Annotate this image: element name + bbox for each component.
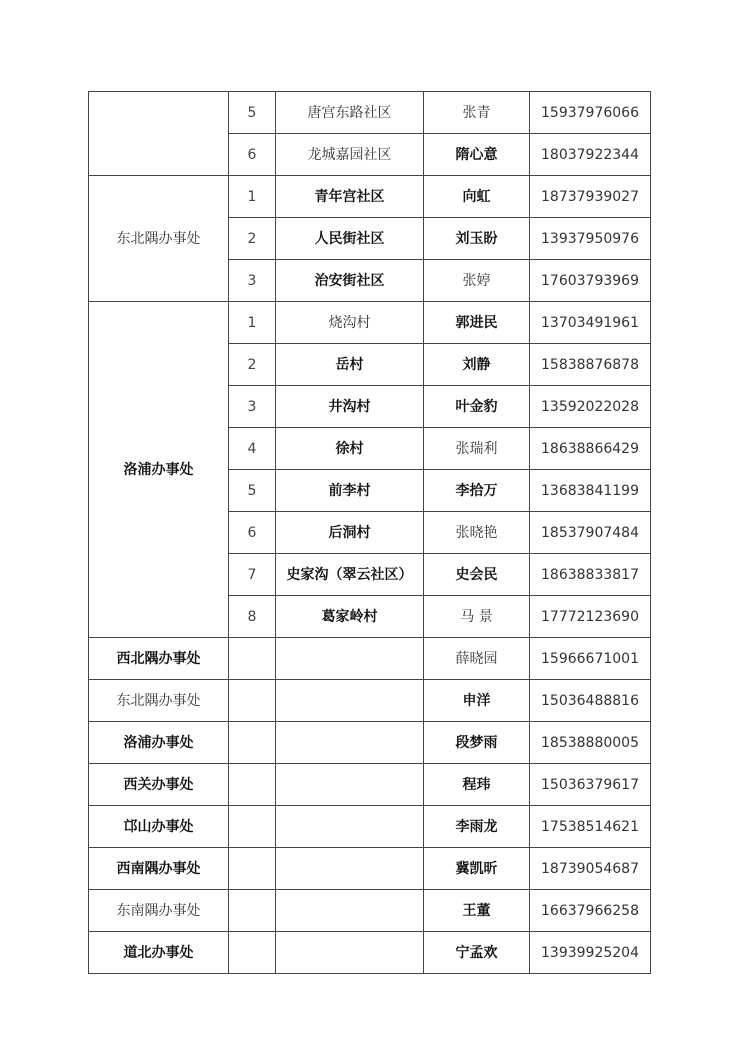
number-cell: 6: [229, 134, 276, 176]
community-cell: 后洞村: [276, 512, 424, 554]
phone-cell: 17603793969: [530, 260, 651, 302]
contact-table: [88, 91, 651, 974]
table-row: [89, 764, 651, 806]
community-cell: [276, 932, 424, 974]
phone-cell: 13592022028: [530, 386, 651, 428]
table-row: [89, 890, 651, 932]
community-cell: 唐宫东路社区: [276, 92, 424, 134]
contact-cell: 叶金豹: [424, 386, 530, 428]
contact-cell: 刘玉盼: [424, 218, 530, 260]
number-cell: [229, 890, 276, 932]
contact-cell: 马 景: [424, 596, 530, 638]
contact-cell: 向虹: [424, 176, 530, 218]
community-cell: 人民街社区: [276, 218, 424, 260]
table-row: [89, 176, 651, 218]
office-cell: 道北办事处: [89, 932, 229, 974]
community-cell: [276, 638, 424, 680]
contact-cell: 宁孟欢: [424, 932, 530, 974]
contact-cell: 薛晓园: [424, 638, 530, 680]
community-cell: [276, 848, 424, 890]
community-cell: [276, 722, 424, 764]
contact-cell: 隋心意: [424, 134, 530, 176]
phone-cell: 15036379617: [530, 764, 651, 806]
number-cell: 3: [229, 386, 276, 428]
table-row: [89, 806, 651, 848]
number-cell: 7: [229, 554, 276, 596]
number-cell: [229, 806, 276, 848]
office-cell: 东南隅办事处: [89, 890, 229, 932]
community-cell: 龙城嘉园社区: [276, 134, 424, 176]
community-cell: 史家沟（翠云社区）: [276, 554, 424, 596]
phone-cell: 18037922344: [530, 134, 651, 176]
phone-cell: 17772123690: [530, 596, 651, 638]
number-cell: 2: [229, 218, 276, 260]
table-row: [89, 302, 651, 344]
community-cell: 葛家岭村: [276, 596, 424, 638]
number-cell: [229, 848, 276, 890]
contact-cell: 刘静: [424, 344, 530, 386]
phone-cell: 13937950976: [530, 218, 651, 260]
community-cell: 徐村: [276, 428, 424, 470]
community-cell: 岳村: [276, 344, 424, 386]
phone-cell: 13703491961: [530, 302, 651, 344]
community-cell: [276, 764, 424, 806]
contact-cell: 李拾万: [424, 470, 530, 512]
community-cell: [276, 890, 424, 932]
contact-cell: 段梦雨: [424, 722, 530, 764]
number-cell: [229, 764, 276, 806]
contact-cell: 张婷: [424, 260, 530, 302]
community-cell: [276, 680, 424, 722]
phone-cell: 18739054687: [530, 848, 651, 890]
phone-cell: 18537907484: [530, 512, 651, 554]
office-cell: 东北隅办事处: [89, 176, 229, 302]
contact-cell: 王董: [424, 890, 530, 932]
number-cell: 5: [229, 92, 276, 134]
community-cell: 烧沟村: [276, 302, 424, 344]
community-cell: [276, 806, 424, 848]
number-cell: 2: [229, 344, 276, 386]
office-cell: 东北隅办事处: [89, 680, 229, 722]
number-cell: [229, 638, 276, 680]
phone-cell: 15838876878: [530, 344, 651, 386]
contact-cell: 张晓艳: [424, 512, 530, 554]
phone-cell: 18538880005: [530, 722, 651, 764]
contact-cell: 郭进民: [424, 302, 530, 344]
contact-cell: 张瑞利: [424, 428, 530, 470]
office-cell: 邙山办事处: [89, 806, 229, 848]
table-row: [89, 638, 651, 680]
table-row: [89, 848, 651, 890]
contact-cell: 史会民: [424, 554, 530, 596]
contact-cell: 程玮: [424, 764, 530, 806]
phone-cell: 17538514621: [530, 806, 651, 848]
office-cell: 洛浦办事处: [89, 722, 229, 764]
number-cell: 3: [229, 260, 276, 302]
number-cell: 5: [229, 470, 276, 512]
number-cell: 4: [229, 428, 276, 470]
number-cell: 1: [229, 176, 276, 218]
table-row: [89, 92, 651, 134]
number-cell: [229, 722, 276, 764]
office-cell: 西北隅办事处: [89, 638, 229, 680]
number-cell: 8: [229, 596, 276, 638]
number-cell: [229, 680, 276, 722]
office-cell: [89, 92, 229, 176]
phone-cell: 15966671001: [530, 638, 651, 680]
office-cell: 西南隅办事处: [89, 848, 229, 890]
phone-cell: 18638866429: [530, 428, 651, 470]
community-cell: 青年宫社区: [276, 176, 424, 218]
office-cell: 西关办事处: [89, 764, 229, 806]
phone-cell: 16637966258: [530, 890, 651, 932]
phone-cell: 15937976066: [530, 92, 651, 134]
contact-cell: 申洋: [424, 680, 530, 722]
community-cell: 前李村: [276, 470, 424, 512]
table-row: [89, 932, 651, 974]
community-cell: 治安街社区: [276, 260, 424, 302]
number-cell: 6: [229, 512, 276, 554]
phone-cell: 13939925204: [530, 932, 651, 974]
contact-cell: 张青: [424, 92, 530, 134]
contact-cell: 冀凯昕: [424, 848, 530, 890]
phone-cell: 13683841199: [530, 470, 651, 512]
community-cell: 井沟村: [276, 386, 424, 428]
phone-cell: 18638833817: [530, 554, 651, 596]
contact-cell: 李雨龙: [424, 806, 530, 848]
number-cell: 1: [229, 302, 276, 344]
office-cell: 洛浦办事处: [89, 302, 229, 638]
table-row: [89, 680, 651, 722]
number-cell: [229, 932, 276, 974]
table-row: [89, 722, 651, 764]
phone-cell: 15036488816: [530, 680, 651, 722]
phone-cell: 18737939027: [530, 176, 651, 218]
